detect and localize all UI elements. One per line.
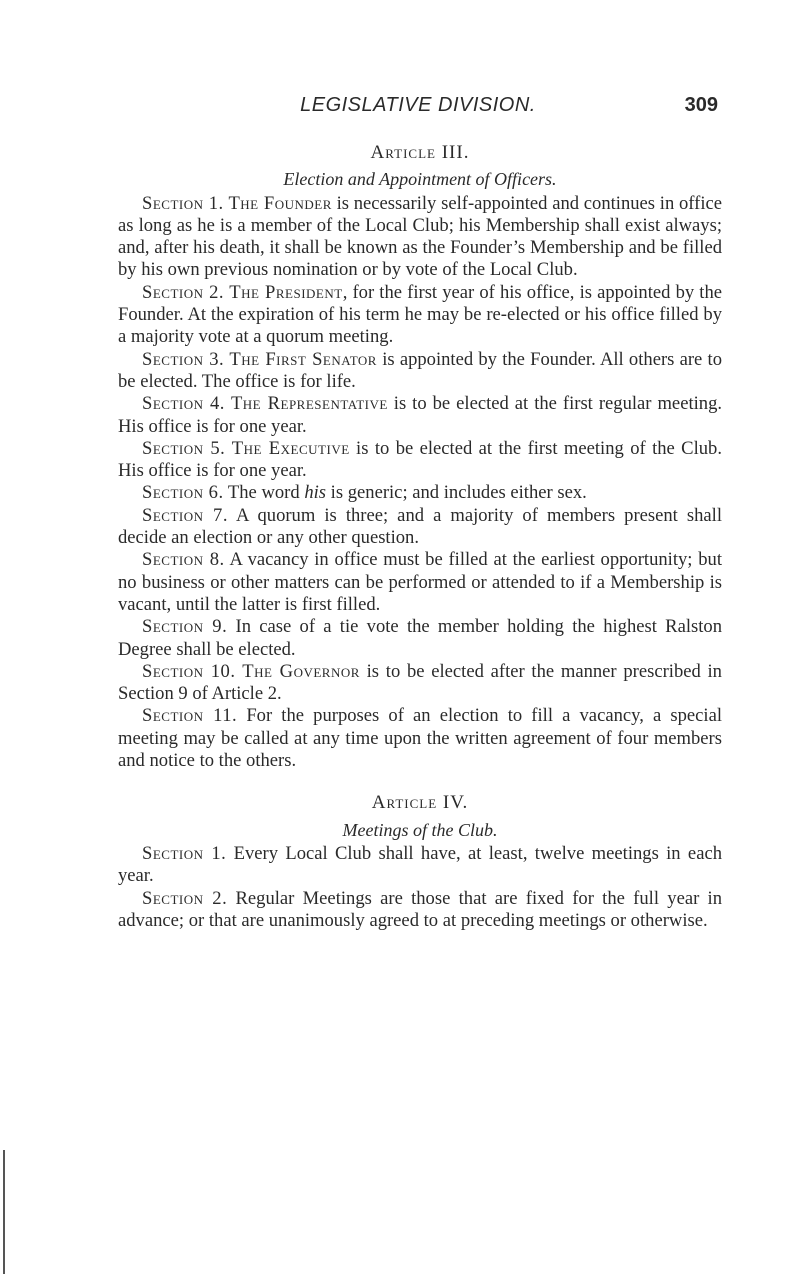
section-label: Section 3.: [142, 348, 225, 370]
running-title: LEGISLATIVE DIVISION.: [300, 94, 536, 116]
article-3-section-9: [118, 616, 722, 661]
article-3-section-2: [118, 282, 722, 349]
section-text-pre: The word: [227, 482, 305, 504]
section-term: The Representative: [230, 393, 388, 415]
section-label: Section 8.: [142, 549, 225, 571]
section-term: The Governor: [242, 660, 360, 682]
section-text: is appointed by the Founder. All others are to be elected. The office is for life.: [118, 348, 722, 392]
article-3-section-10: [118, 661, 722, 706]
section-text: is to be elected after the manner prescribed in Section 9 of Article 2.: [118, 660, 722, 705]
article-title: Article IV.: [371, 792, 469, 814]
section-text: is to be elected at the first meeting of the Club. His office is for one year.: [118, 437, 722, 482]
scan-edge-mark: [3, 1150, 5, 1274]
section-label: Section 2.: [142, 887, 228, 909]
section-text: In case of a tie vote the member holding the highest Ralston Degree shall be elected.: [118, 616, 722, 660]
section-label: Section 9.: [142, 616, 228, 638]
article-3-section-7: [118, 505, 722, 550]
article-title: Article III.: [370, 142, 470, 163]
section-label: Section 11.: [142, 705, 238, 727]
article-3-section-4: [118, 393, 722, 438]
article-4-section-2: [118, 888, 722, 933]
article-subtitle: Meetings of the Club.: [342, 819, 498, 840]
article-subtitle: Election and Appointment of Officers.: [283, 169, 557, 190]
page-header: [118, 94, 718, 126]
section-text: is generic; and includes either sex.: [326, 482, 587, 504]
article-3-section-1: [118, 193, 722, 282]
page-number: 309: [684, 94, 718, 116]
section-italic-word: his: [304, 482, 327, 504]
section-text: is necessarily self-appointed and continues in office as long as he is a member of the Local Club; his Membership shall exist always; and, after his death, it shall be known as the Founder’s Membership and be filled by his own previous nomination or by vote of the Local Club.: [118, 192, 722, 281]
section-label: Section 6.: [142, 482, 224, 504]
section-text: For the purposes of an election to fill a vacancy, a special meeting may be called at any time upon the written agreement of four members and notice to the others.: [118, 705, 723, 772]
article-3-section-3: [118, 349, 722, 394]
article-3-section-8: [118, 549, 722, 616]
section-term: The Founder: [228, 192, 332, 214]
section-label: Section 1.: [142, 192, 224, 214]
section-text: is to be elected at the first regular meeting. His office is for one year.: [118, 393, 723, 437]
body-text: [118, 142, 722, 932]
section-text: Regular Meetings are those that are fixed for the full year in advance; or that are unanimously agreed to at preceding meetings or otherwise.: [118, 887, 722, 931]
section-label: Section 1.: [142, 842, 227, 864]
section-label: Section 4.: [142, 393, 225, 415]
article-3-section-5: [118, 438, 722, 483]
article-3-section-11: [118, 705, 722, 772]
section-text: A quorum is three; and a majority of members present shall decide an election or any other question.: [118, 504, 723, 549]
section-label: Section 7.: [142, 504, 228, 526]
section-term: The Executive: [231, 437, 350, 459]
section-text: , for the first year of his office, is appointed by the Founder. At the expiration of his term he may be re-elected or his office filled by a majority vote at a quorum meeting.: [118, 281, 723, 348]
section-text: Every Local Club shall have, at least, twelve meetings in each year.: [118, 842, 722, 887]
article-4-section-1: [118, 843, 722, 888]
section-label: Section 10.: [142, 660, 236, 682]
section-text: A vacancy in office must be filled at the earliest opportunity; but no business or other matters can be performed or attended to if a Membership is vacant, until the latter is first filled.: [118, 549, 722, 615]
section-label: Section 5.: [142, 437, 226, 459]
article-4: [118, 792, 722, 932]
article-3-section-6: [118, 482, 722, 504]
section-term: The President: [229, 281, 343, 303]
article-3: [118, 142, 722, 772]
section-term: The First Senator: [229, 348, 377, 370]
article-spacer: [118, 772, 722, 792]
section-label: Section 2.: [142, 281, 225, 303]
